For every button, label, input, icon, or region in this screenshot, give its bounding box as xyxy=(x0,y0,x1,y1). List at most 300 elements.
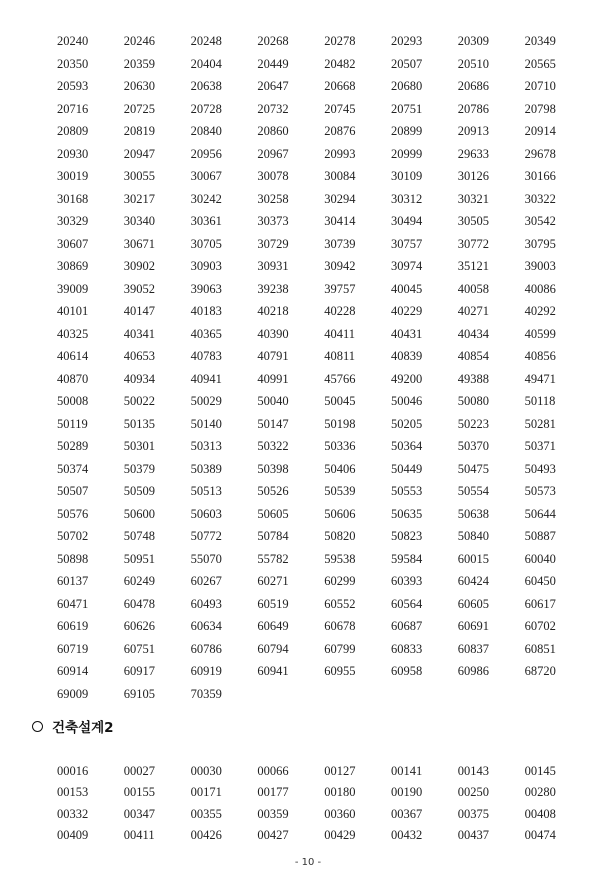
table-cell: 60649 xyxy=(257,619,289,633)
table-row xyxy=(57,804,577,825)
table-cell: 30414 xyxy=(324,214,356,228)
table-cell: 50301 xyxy=(123,439,156,453)
table-cell: 50008 xyxy=(57,394,89,408)
table-cell: 60564 xyxy=(390,596,423,611)
table-cell: 69009 xyxy=(57,686,89,701)
table-cell: 50603 xyxy=(190,506,222,521)
table-cell: 50493 xyxy=(524,461,556,476)
table-row xyxy=(57,255,577,278)
table-cell: 30322 xyxy=(524,191,556,206)
table-cell: 20507 xyxy=(390,56,423,71)
table-cell: 59584 xyxy=(390,551,423,566)
table-row xyxy=(57,660,577,683)
table-cell: 30902 xyxy=(123,259,156,273)
table-cell: 00145 xyxy=(524,764,556,778)
table-row xyxy=(57,53,577,76)
table-cell: 30168 xyxy=(57,191,89,206)
table-cell: 30055 xyxy=(123,169,156,183)
table-cell: 50364 xyxy=(390,439,423,453)
table-cell: 60015 xyxy=(457,551,490,566)
table-cell: 20638 xyxy=(190,79,222,93)
table-cell: 50322 xyxy=(257,439,289,453)
table-row xyxy=(57,480,577,503)
table-cell: 40271 xyxy=(457,304,490,318)
table-cell: 00141 xyxy=(390,764,423,778)
table-cell: 00143 xyxy=(457,764,490,778)
table-cell: 40811 xyxy=(324,349,355,363)
table-cell: 20716 xyxy=(57,101,89,116)
table-cell: 60249 xyxy=(123,574,156,588)
table-row xyxy=(57,300,577,323)
table-cell: 49200 xyxy=(390,371,423,386)
table-cell: 40599 xyxy=(524,326,556,341)
table-row xyxy=(57,503,577,526)
table-cell: 20725 xyxy=(123,101,156,116)
table-row xyxy=(57,323,577,346)
table-cell: 00127 xyxy=(324,764,356,778)
table-cell: 30084 xyxy=(324,169,356,183)
table-row xyxy=(57,368,577,391)
table-row xyxy=(57,233,577,256)
table-cell: 60786 xyxy=(190,641,222,656)
table-cell: 00411 xyxy=(123,827,155,842)
table-cell: 55782 xyxy=(257,551,289,566)
table-cell: 50553 xyxy=(390,484,423,498)
table-cell: 40292 xyxy=(524,304,556,318)
table-cell: 00409 xyxy=(57,827,89,842)
table-cell: 60617 xyxy=(524,596,556,611)
table-cell: 20728 xyxy=(190,101,222,116)
table-cell: 40147 xyxy=(123,304,156,318)
table-row xyxy=(57,30,577,53)
table-cell: 40365 xyxy=(190,326,222,341)
table-cell: 50772 xyxy=(190,529,222,543)
table-cell: 39063 xyxy=(190,281,222,296)
table-cell: 50040 xyxy=(257,394,289,408)
table-cell: 20647 xyxy=(257,79,289,93)
table-cell: 60393 xyxy=(390,574,423,588)
table-cell: 00153 xyxy=(57,785,89,800)
table-cell: 50600 xyxy=(123,506,156,521)
table-cell: 30067 xyxy=(190,169,222,183)
table-cell: 50840 xyxy=(457,529,490,543)
table-cell: 30312 xyxy=(390,191,423,206)
table-cell: 60837 xyxy=(457,641,490,656)
table-cell: 69105 xyxy=(123,686,156,701)
table-row xyxy=(57,782,577,803)
table-cell: 40086 xyxy=(524,281,556,296)
table-row xyxy=(57,188,577,211)
table-cell: 60794 xyxy=(257,641,289,656)
table-cell: 60914 xyxy=(57,664,89,678)
table-cell: 50389 xyxy=(190,461,222,476)
table-cell: 50509 xyxy=(123,484,156,498)
table-cell: 39003 xyxy=(524,259,556,273)
table-cell: 00332 xyxy=(57,806,89,821)
table-cell: 20349 xyxy=(524,34,556,48)
table-row xyxy=(57,75,577,98)
table-cell: 40791 xyxy=(257,349,289,363)
table-cell: 40228 xyxy=(324,304,356,318)
table-cell: 60799 xyxy=(324,641,356,656)
table-row xyxy=(57,413,577,436)
table-cell: 60851 xyxy=(524,641,556,656)
table-cell: 20246 xyxy=(123,34,156,48)
table-row xyxy=(57,278,577,301)
table-cell: 30931 xyxy=(257,259,289,273)
table-cell: 20798 xyxy=(524,101,556,116)
table-row xyxy=(57,683,577,706)
table-cell: 45766 xyxy=(324,371,356,386)
table-cell: 60267 xyxy=(190,574,222,588)
table-cell: 20404 xyxy=(190,56,222,71)
table-cell: 20680 xyxy=(390,79,423,93)
table-cell: 20278 xyxy=(324,34,356,48)
table-cell: 60941 xyxy=(257,664,289,678)
table-cell: 20956 xyxy=(190,146,222,161)
table-cell: 50119 xyxy=(57,416,88,431)
table-cell: 40856 xyxy=(524,349,556,363)
table-cell: 50513 xyxy=(190,484,222,498)
table-cell: 00367 xyxy=(390,806,423,821)
table-cell: 50029 xyxy=(190,394,222,408)
table-cell: 30166 xyxy=(524,169,556,183)
table-cell: 30258 xyxy=(257,191,289,206)
table-cell: 30729 xyxy=(257,236,289,251)
table-cell: 50576 xyxy=(57,506,89,521)
table-cell: 50887 xyxy=(524,529,556,543)
table-row xyxy=(57,525,577,548)
table-cell: 50475 xyxy=(457,461,490,476)
table-cell: 20809 xyxy=(57,124,89,138)
table-row xyxy=(57,570,577,593)
table-cell: 50449 xyxy=(390,461,423,476)
table-cell: 00375 xyxy=(457,806,490,821)
table-cell: 30126 xyxy=(457,169,490,183)
table-cell: 20967 xyxy=(257,146,289,161)
table-cell: 70359 xyxy=(190,686,222,701)
table-cell: 40870 xyxy=(57,371,89,386)
table-cell: 40839 xyxy=(390,349,423,363)
table-cell: 40934 xyxy=(123,371,156,386)
table-cell: 60751 xyxy=(123,641,156,656)
table-row xyxy=(57,120,577,143)
table-cell: 50539 xyxy=(324,484,356,498)
table-cell: 00474 xyxy=(524,827,556,842)
table-cell: 60619 xyxy=(57,619,89,633)
table-cell: 60493 xyxy=(190,596,222,611)
table-cell: 20899 xyxy=(390,124,423,138)
table-row xyxy=(57,98,577,121)
table-cell: 60424 xyxy=(457,574,490,588)
table-cell: 40325 xyxy=(57,326,89,341)
table-cell: 20668 xyxy=(324,79,356,93)
table-cell: 50784 xyxy=(257,529,289,543)
table-cell: 30294 xyxy=(324,191,356,206)
table-cell: 00016 xyxy=(57,764,89,778)
table-cell: 20630 xyxy=(123,79,156,93)
table-cell: 40045 xyxy=(390,281,423,296)
table-cell: 30607 xyxy=(57,236,89,251)
table-cell: 40653 xyxy=(123,349,156,363)
table-cell: 30078 xyxy=(257,169,289,183)
table-row xyxy=(57,593,577,616)
table-cell: 60958 xyxy=(390,664,423,678)
table-cell: 60478 xyxy=(123,596,156,611)
table-cell: 00280 xyxy=(524,785,556,800)
table-row xyxy=(57,390,577,413)
table-cell: 20593 xyxy=(57,79,89,93)
table-cell: 50045 xyxy=(324,394,356,408)
table-cell: 30671 xyxy=(123,236,156,251)
table-cell: 60955 xyxy=(324,664,356,678)
table-cell: 29678 xyxy=(524,146,556,161)
table-cell: 30109 xyxy=(390,169,423,183)
table-cell: 35121 xyxy=(457,259,490,273)
table-cell: 60471 xyxy=(57,596,89,611)
table-cell: 00066 xyxy=(257,764,289,778)
table-cell: 30739 xyxy=(324,236,356,251)
table-cell: 20449 xyxy=(257,56,289,71)
table-cell: 30795 xyxy=(524,236,556,251)
table-cell: 00155 xyxy=(123,785,156,800)
table-cell: 20350 xyxy=(57,56,89,71)
table-cell: 50135 xyxy=(123,416,156,431)
table-cell: 50606 xyxy=(324,506,356,521)
table-cell: 00171 xyxy=(190,785,222,800)
table-row xyxy=(57,458,577,481)
table-cell: 40614 xyxy=(57,349,89,363)
table-cell: 20914 xyxy=(524,124,556,138)
table-cell: 00190 xyxy=(390,785,423,800)
table-row xyxy=(57,615,577,638)
table-cell: 00180 xyxy=(324,785,356,800)
table-cell: 00027 xyxy=(123,764,156,778)
table-cell: 30869 xyxy=(57,259,89,273)
table-cell: 60450 xyxy=(524,574,556,588)
table-cell: 30329 xyxy=(57,214,89,228)
table-cell: 60691 xyxy=(457,619,490,633)
section-title: 건축설계2 xyxy=(52,720,114,736)
table-cell: 20240 xyxy=(57,34,89,48)
table-cell: 30019 xyxy=(57,169,89,183)
table-cell: 50898 xyxy=(57,551,89,566)
table-cell: 50374 xyxy=(57,461,89,476)
table-cell: 30974 xyxy=(390,259,423,273)
table-cell: 50507 xyxy=(57,484,89,498)
table-cell: 30340 xyxy=(123,214,156,228)
table-cell: 50398 xyxy=(257,461,289,476)
table-cell: 50379 xyxy=(123,461,156,476)
table-cell: 39757 xyxy=(324,281,356,296)
table-cell: 60626 xyxy=(123,619,156,633)
table-cell: 39238 xyxy=(257,281,289,296)
table-cell: 50313 xyxy=(190,439,222,453)
table-cell: 40991 xyxy=(257,371,289,386)
table-cell: 30942 xyxy=(324,259,356,273)
table-cell: 40941 xyxy=(190,371,222,386)
table-cell: 59538 xyxy=(324,551,356,566)
table-cell: 20710 xyxy=(524,79,556,93)
section-heading xyxy=(32,716,114,736)
table-cell: 60634 xyxy=(190,619,222,633)
table-cell: 60605 xyxy=(457,596,490,611)
table-cell: 00030 xyxy=(190,764,222,778)
circle-bullet-icon xyxy=(32,721,43,732)
table-cell: 60271 xyxy=(257,574,289,588)
table-cell: 50205 xyxy=(390,416,423,431)
number-grid-section2 xyxy=(57,761,577,846)
table-cell: 30242 xyxy=(190,191,222,206)
table-cell: 60919 xyxy=(190,664,222,678)
table-cell: 60519 xyxy=(257,596,289,611)
table-cell: 40854 xyxy=(457,349,490,363)
table-cell: 20248 xyxy=(190,34,222,48)
table-cell: 30542 xyxy=(524,214,556,228)
table-cell: 40229 xyxy=(390,304,423,318)
table-cell: 50080 xyxy=(457,394,490,408)
table-cell: 20930 xyxy=(57,146,89,161)
table-cell: 20947 xyxy=(123,146,156,161)
table-cell: 50118 xyxy=(524,394,556,408)
table-cell: 30361 xyxy=(190,214,222,228)
table-cell: 60040 xyxy=(524,551,556,566)
table-cell: 50748 xyxy=(123,529,156,543)
table-cell: 20745 xyxy=(324,101,356,116)
table-cell: 20786 xyxy=(457,101,490,116)
table-cell: 30321 xyxy=(457,191,490,206)
table-cell: 60833 xyxy=(390,641,423,656)
table-cell: 50702 xyxy=(57,529,89,543)
table-cell: 60552 xyxy=(324,596,356,611)
table-row xyxy=(57,143,577,166)
table-cell: 50951 xyxy=(123,551,156,566)
table-cell: 39009 xyxy=(57,281,89,296)
table-cell: 20999 xyxy=(390,146,423,161)
table-cell: 60917 xyxy=(123,664,156,678)
table-cell: 50526 xyxy=(257,484,289,498)
table-row xyxy=(57,345,577,368)
table-cell: 20913 xyxy=(457,124,490,138)
table-cell: 50605 xyxy=(257,506,289,521)
table-cell: 30217 xyxy=(123,191,156,206)
table-cell: 60702 xyxy=(524,619,556,633)
table-cell: 50140 xyxy=(190,416,222,431)
table-cell: 50638 xyxy=(457,506,490,521)
table-cell: 50644 xyxy=(524,506,556,521)
table-row xyxy=(57,825,577,846)
table-cell: 40390 xyxy=(257,326,289,341)
table-row xyxy=(57,210,577,233)
table-cell: 20359 xyxy=(123,56,156,71)
table-cell: 40101 xyxy=(57,304,89,318)
table-cell: 20268 xyxy=(257,34,289,48)
table-cell: 00250 xyxy=(457,785,490,800)
table-cell: 00429 xyxy=(324,827,356,842)
table-cell: 50554 xyxy=(457,484,490,498)
table-cell: 50147 xyxy=(257,416,289,431)
table-cell: 50573 xyxy=(524,484,556,498)
table-row xyxy=(57,165,577,188)
table-cell: 68720 xyxy=(524,664,556,678)
table-cell: 00355 xyxy=(190,806,222,821)
table-cell: 20293 xyxy=(390,34,423,48)
table-cell: 20482 xyxy=(324,56,356,71)
table-cell: 20565 xyxy=(524,56,556,71)
table-cell: 50823 xyxy=(390,529,423,543)
table-cell: 00177 xyxy=(257,785,289,800)
table-cell: 20840 xyxy=(190,124,222,138)
table-cell: 30903 xyxy=(190,259,222,273)
page-number: - 10 - xyxy=(294,857,322,868)
table-cell: 60678 xyxy=(324,619,356,633)
table-cell: 50635 xyxy=(390,506,423,521)
table-cell: 50022 xyxy=(123,394,156,408)
table-cell: 60719 xyxy=(57,641,89,656)
table-cell: 60137 xyxy=(57,574,89,588)
table-cell: 20686 xyxy=(457,79,490,93)
table-cell: 40783 xyxy=(190,349,222,363)
table-cell: 20860 xyxy=(257,124,289,138)
number-grid-section1 xyxy=(57,30,577,705)
table-cell: 00359 xyxy=(257,806,289,821)
table-cell: 00347 xyxy=(123,806,156,821)
table-cell: 49388 xyxy=(457,371,490,386)
table-cell: 30705 xyxy=(190,236,222,251)
table-cell: 40434 xyxy=(457,326,490,341)
table-cell: 20876 xyxy=(324,124,356,138)
table-cell: 00427 xyxy=(257,827,289,842)
table-cell: 50198 xyxy=(324,416,356,431)
table-cell: 50336 xyxy=(324,439,356,453)
table-cell: 30757 xyxy=(390,236,423,251)
table-cell: 40058 xyxy=(457,281,490,296)
table-cell: 20309 xyxy=(457,34,490,48)
table-cell: 39052 xyxy=(123,281,156,296)
table-cell: 60687 xyxy=(390,619,423,633)
table-cell: 30373 xyxy=(257,214,289,228)
table-row xyxy=(57,435,577,458)
table-cell: 00437 xyxy=(457,827,490,842)
table-cell: 20751 xyxy=(390,101,423,116)
table-cell: 60299 xyxy=(324,574,356,588)
table-cell: 30772 xyxy=(457,236,490,251)
table-row xyxy=(57,548,577,571)
table-cell: 00432 xyxy=(390,827,423,842)
table-cell: 50046 xyxy=(390,394,423,408)
table-cell: 50223 xyxy=(457,416,490,431)
table-cell: 50370 xyxy=(457,439,490,453)
table-cell: 40183 xyxy=(190,304,222,318)
table-cell: 00426 xyxy=(190,827,222,842)
table-row xyxy=(57,638,577,661)
table-cell: 40341 xyxy=(123,326,156,341)
table-cell: 30505 xyxy=(457,214,490,228)
table-cell: 30494 xyxy=(390,214,423,228)
table-cell: 49471 xyxy=(524,371,556,386)
table-cell: 29633 xyxy=(457,146,490,161)
table-cell: 20732 xyxy=(257,101,289,116)
table-cell: 50406 xyxy=(324,461,356,476)
table-cell: 00360 xyxy=(324,806,356,821)
table-cell: 50371 xyxy=(524,439,556,453)
table-cell: 20993 xyxy=(324,146,356,161)
table-row xyxy=(57,761,577,782)
table-cell: 60986 xyxy=(457,664,490,678)
table-cell: 00408 xyxy=(524,806,556,821)
table-cell: 40411 xyxy=(324,326,355,341)
table-cell: 40431 xyxy=(390,326,423,341)
